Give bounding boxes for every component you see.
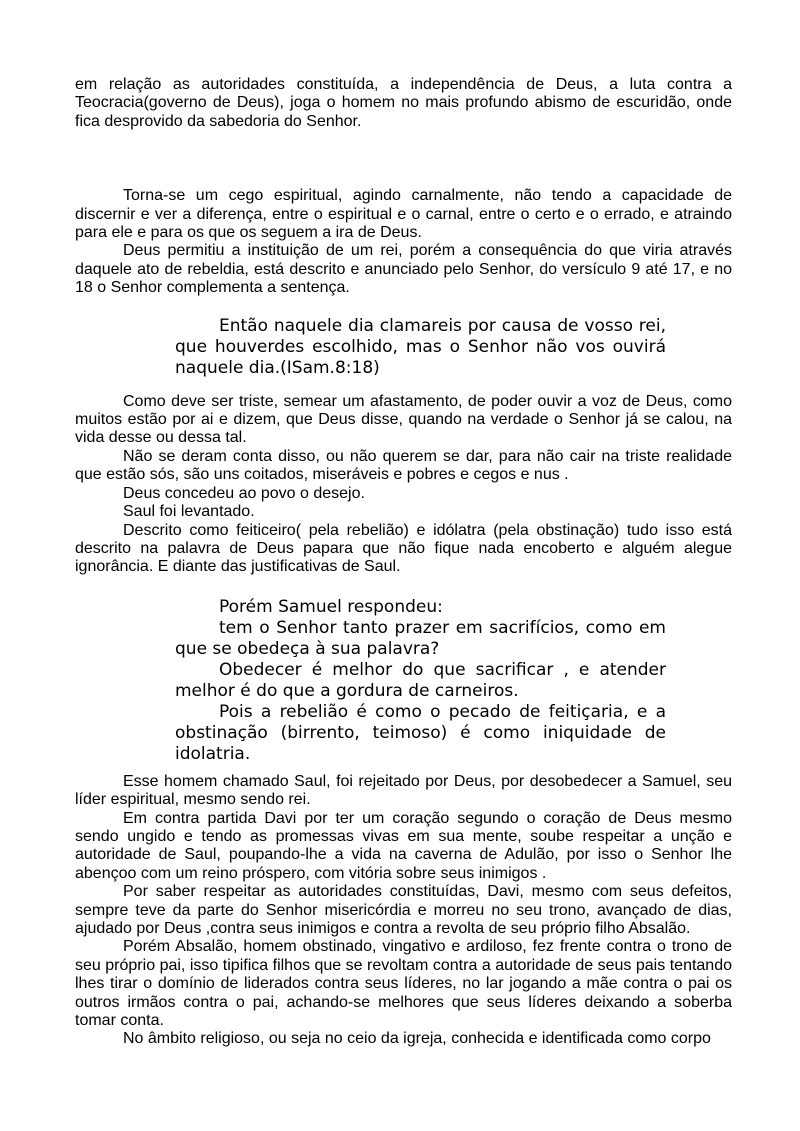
body-paragraph: Porém Absalão, homem obstinado, vingativo e ardiloso, fez frente contra o trono de seu próprio pai, isso tipifica filhos que se revoltam contra a autoridade de seus pais tentando lhes tirar o domínio de liderados contra seus líderes, no lar jogando a mãe contra o pai os outros irmãos contra o pai, achando-se melhores que seus líderes deixando a soberba tomar conta. (75, 938, 732, 1029)
body-paragraph: Em contra partida Davi por ter um coração segundo o coração de Deus mesmo sendo ungido e tendo as promessas vivas em sua mente, soube respeitar a unção e autoridade de Saul, poupando-lhe a vida na caverna de Adulão, por isso o Senhor lhe abençoo com um reino próspero, com vitória sobre seus inimigos . (75, 809, 732, 882)
body-paragraph: em relação as autoridades constituída, a independência de Deus, a luta contra a Teocracia(governo de Deus), joga o homem no mais profundo abismo de escuridão, onde fica desprovido da sabedoria do Senhor. (75, 76, 732, 130)
scripture-quote-paragraph: Porém Samuel respondeu: (219, 596, 443, 617)
scripture-quote-paragraph: Pois a rebelião é como o pecado de feitiçaria, e a obstinação (birrento, teimoso) é como iniquidade de idolatria. (175, 701, 666, 764)
scripture-quote-paragraph: tem o Senhor tanto prazer em sacrifícios, como em que se obedeça à sua palavra? (175, 617, 666, 659)
body-paragraph: Como deve ser triste, semear um afastamento, de poder ouvir a voz de Deus, como muitos estão por ai e dizem, que Deus disse, quando na verdade o Senhor já se calou, na vida desse ou dessa tal. (75, 392, 732, 447)
body-paragraph: No âmbito religioso, ou seja no ceio da igreja, conhecida e identificada como corpo (123, 1030, 711, 1048)
body-paragraph: Descrito como feiticeiro( pela rebelião) e idólatra (pela obstinação) tudo isso está descrito na palavra de Deus papara que não fique nada encoberto e alguém alegue ignorância. E diante das justificativas de Saul. (75, 521, 732, 576)
body-paragraph: Por saber respeitar as autoridades constituídas, Davi, mesmo com seus defeitos, sempre teve da parte do Senhor misericórdia e morreu no seu trono, avançado de dias, ajudado por Deus ,contra seus inimigos e contra a revolta de seu próprio filho Absalão. (75, 883, 732, 937)
body-paragraph: Saul foi levantado. (123, 503, 255, 521)
body-paragraph: Torna-se um cego espiritual, agindo carnalmente, não tendo a capacidade de discernir e ver a diferença, entre o espiritual e o carnal, entre o certo e o errado, e atraindo para ele e para os que os seguem a ira de Deus. (75, 187, 732, 242)
body-paragraph: Deus concedeu ao povo o desejo. (123, 484, 365, 502)
scripture-quote-paragraph: Obedecer é melhor do que sacrificar , e atender melhor é do que a gordura de carneiros. (175, 659, 666, 701)
body-paragraph: Deus permitiu a instituição de um rei, porém a consequência do que viria através daquele ato de rebeldia, está descrito e anunciado pelo Senhor, do versículo 9 até 17, e no 18 o Senhor complementa a sentença. (75, 242, 732, 297)
body-paragraph: Não se deram conta disso, ou não querem se dar, para não cair na triste realidade que estão sós, são uns coitados, miseráveis e pobres e cegos e nus . (75, 447, 732, 484)
scripture-quote-paragraph: Então naquele dia clamareis por causa de vosso rei, que houverdes escolhido, mas o Senhor não vos ouvirá naquele dia.(ISam.8:18) (175, 315, 666, 378)
body-paragraph: Esse homem chamado Saul, foi rejeitado por Deus, por desobedecer a Samuel, seu líder espiritual, mesmo sendo rei. (75, 772, 732, 809)
document-text-flow (75, 76, 732, 1049)
